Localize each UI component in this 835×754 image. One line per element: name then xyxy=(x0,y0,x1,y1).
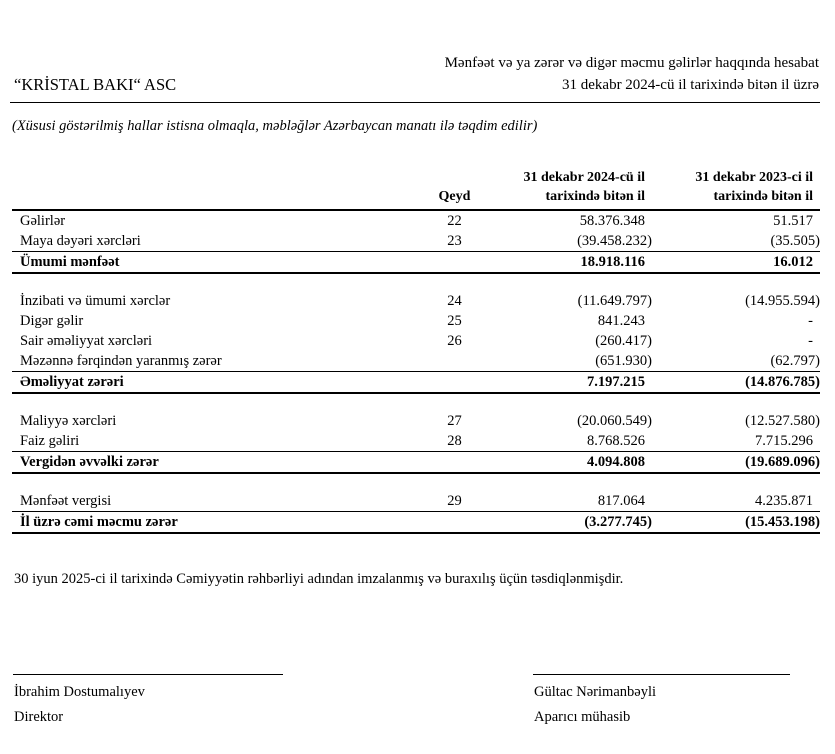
signatory-title: Direktor xyxy=(14,709,64,725)
row-label: Məzənnə fərqindən yaranmış zərər xyxy=(20,353,222,369)
table-row xyxy=(12,351,820,372)
table-row xyxy=(12,210,820,231)
row-value-2023: (14.955.594) xyxy=(745,293,820,309)
row-label: İnzibati və ümumi xərclər xyxy=(20,293,171,309)
row-note: 26 xyxy=(447,333,462,349)
row-value-2024: 58.376.348 xyxy=(579,213,645,229)
row-note: 22 xyxy=(447,213,462,229)
row-value-2023: (14.876.785) xyxy=(652,372,820,394)
spacer-row xyxy=(12,273,820,291)
row-value-2024: (11.649.797) xyxy=(577,293,652,309)
row-note xyxy=(427,512,482,534)
table-row xyxy=(12,291,820,311)
row-value-2024: 841.243 xyxy=(597,313,645,329)
row-value-2024: 18.918.116 xyxy=(482,252,652,274)
row-note: 29 xyxy=(447,493,462,509)
row-value-2024: 817.064 xyxy=(597,493,645,509)
row-note: 27 xyxy=(447,413,462,429)
note-column-header: Qeyd xyxy=(427,168,482,210)
signature-line xyxy=(533,674,790,675)
table-row xyxy=(12,331,820,351)
total-row xyxy=(12,512,820,534)
spacer-cell xyxy=(12,393,820,411)
table-row xyxy=(12,431,820,452)
row-label: Maya dəyəri xərcləri xyxy=(20,233,141,249)
row-label: İl üzrə cəmi məcmu zərər xyxy=(12,512,427,534)
row-label: Digər gəlir xyxy=(20,313,84,329)
row-value-2024: (260.417) xyxy=(595,333,652,349)
column-header-2024: 31 dekabr 2024-cü il tarixində bitən il xyxy=(482,168,652,210)
row-value-2023: 16.012 xyxy=(652,252,820,274)
spacer-row xyxy=(12,393,820,411)
spacer-cell xyxy=(12,473,820,491)
table-row xyxy=(12,231,820,252)
income-statement-table xyxy=(12,168,820,534)
signatory-name: Gültac Nərimanbəyli xyxy=(534,684,656,700)
total-row xyxy=(12,252,820,274)
signature-section xyxy=(13,674,790,728)
row-value-2024: 8.768.526 xyxy=(587,433,645,449)
table-row xyxy=(12,411,820,431)
row-label: Faiz gəliri xyxy=(20,433,80,449)
signatory-title: Aparıcı mühasib xyxy=(534,709,631,725)
row-value-2023: 51.517 xyxy=(773,213,813,229)
row-note: 25 xyxy=(447,313,462,329)
company-name: “KRİSTAL BAKI“ ASC xyxy=(14,75,177,94)
document-header xyxy=(0,0,835,96)
currency-note: (Xüsusi göstərilmiş hallar istisna olmaqla, məbləğlər Azərbaycan manatı ilə təqdim edilir) xyxy=(12,118,538,134)
row-value-2024: (3.277.745) xyxy=(482,512,652,534)
row-note: 23 xyxy=(447,233,462,249)
row-note: 28 xyxy=(447,433,462,449)
row-value-2024: 4.094.808 xyxy=(482,452,652,474)
row-value-2023: 7.715.296 xyxy=(755,433,813,449)
signature-line xyxy=(13,674,283,675)
row-note xyxy=(427,372,482,394)
table-header xyxy=(12,168,820,210)
row-value-2024: (20.060.549) xyxy=(577,413,652,429)
spacer-row xyxy=(12,473,820,491)
label-column-header xyxy=(12,168,427,210)
total-row xyxy=(12,452,820,474)
report-title xyxy=(445,52,819,96)
signature-block-director xyxy=(13,674,283,728)
row-value-2023: - xyxy=(808,333,813,349)
row-label: Mənfəət vergisi xyxy=(20,493,112,509)
row-value-2023: (19.689.096) xyxy=(652,452,820,474)
row-note xyxy=(427,252,482,274)
row-label: Ümumi mənfəət xyxy=(12,252,427,274)
table-row xyxy=(12,491,820,512)
row-label: Sair əməliyyat xərcləri xyxy=(20,333,153,349)
row-value-2024: (39.458.232) xyxy=(577,233,652,249)
row-note xyxy=(427,351,482,372)
row-note xyxy=(427,452,482,474)
table-header-row xyxy=(12,168,820,210)
approval-note: 30 iyun 2025-ci il tarixində Cəmiyyətin rəhbərliyi adından imzalanmış və buraxılış üçün təsdiqlənmişdir. xyxy=(14,571,624,587)
row-value-2023: (62.797) xyxy=(770,353,820,369)
column-header-2023: 31 dekabr 2023-ci il tarixində bitən il xyxy=(652,168,820,210)
row-label: Gəlirlər xyxy=(20,213,66,229)
row-value-2023: 4.235.871 xyxy=(755,493,813,509)
statement-table-body xyxy=(12,210,820,533)
row-value-2023: (12.527.580) xyxy=(745,413,820,429)
table-row xyxy=(12,311,820,331)
total-row xyxy=(12,372,820,394)
row-value-2023: - xyxy=(808,313,813,329)
row-label: Vergidən əvvəlki zərər xyxy=(12,452,427,474)
report-title-line2: 31 dekabr 2024-cü il tarixində bitən il üzrə xyxy=(562,77,819,93)
row-label: Əməliyyat zərəri xyxy=(12,372,427,394)
row-value-2023: (35.505) xyxy=(770,233,820,249)
row-value-2024: (651.930) xyxy=(595,353,652,369)
report-title-line1: Mənfəət və ya zərər və digər məcmu gəlirlər haqqında hesabat xyxy=(444,55,819,71)
signature-block-accountant xyxy=(533,674,790,728)
row-label: Maliyyə xərcləri xyxy=(20,413,117,429)
row-value-2023: (15.453.198) xyxy=(652,512,820,534)
signatory-name: İbrahim Dostumalıyev xyxy=(14,684,145,700)
row-note: 24 xyxy=(447,293,462,309)
header-rule xyxy=(10,102,820,103)
spacer-cell xyxy=(12,273,820,291)
row-value-2024: 7.197.215 xyxy=(482,372,652,394)
